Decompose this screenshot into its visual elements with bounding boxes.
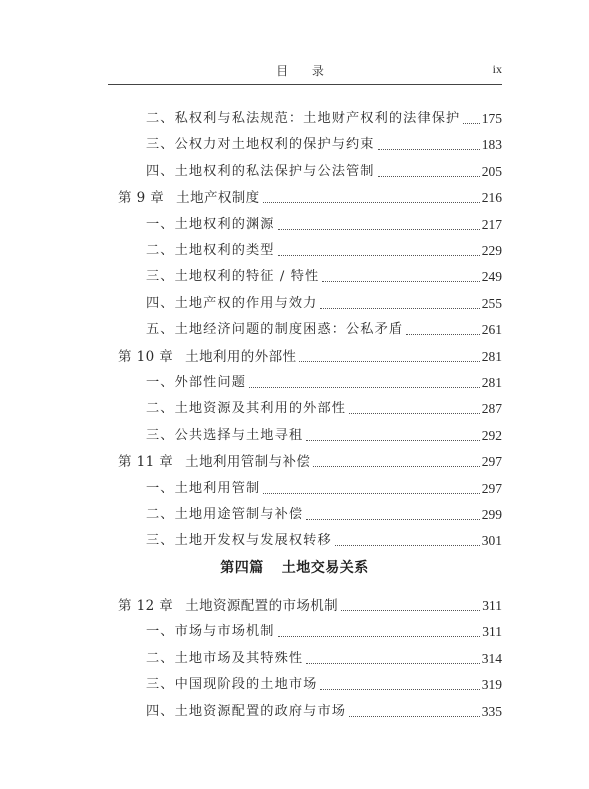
page-number: 183: [481, 137, 502, 153]
toc-section-entry: [146, 426, 502, 446]
section-title: 四、土地权利的私法保护与公法管制: [146, 163, 375, 179]
part-title: 土地交易关系: [281, 560, 369, 576]
section-title: 三、土地权利的特征 / 特性: [146, 269, 320, 285]
page-number: 281: [481, 348, 502, 364]
page-number: 287: [481, 401, 502, 417]
dot-leader: [378, 149, 480, 150]
dot-leader: [278, 636, 481, 637]
dot-leader: [349, 716, 480, 717]
dot-leader: [306, 519, 480, 520]
toc-section-entry: [146, 505, 502, 525]
header-title: 目 录: [276, 64, 334, 78]
page-number: 311: [482, 598, 502, 613]
section-title: 五、土地经济问题的制度困惑：公私矛盾: [146, 322, 404, 338]
section-title: 一、土地权利的渊源: [146, 216, 275, 232]
page-number: 335: [481, 703, 502, 719]
dot-leader: [406, 334, 480, 335]
dot-leader: [349, 413, 480, 414]
toc-section-entry: [146, 320, 502, 340]
page-number: 261: [481, 322, 502, 338]
dot-leader: [341, 610, 480, 611]
dot-leader: [335, 545, 480, 546]
toc-section-entry: [146, 399, 502, 419]
section-title: 三、公权力对土地权利的保护与约束: [146, 137, 375, 153]
dot-leader: [299, 361, 479, 362]
dot-leader: [278, 255, 480, 256]
toc-section-entry: [146, 215, 502, 235]
toc-section-entry: [146, 135, 502, 155]
toc-section-entry: [146, 675, 502, 695]
toc-section-entry: [146, 622, 502, 642]
dot-leader: [249, 387, 480, 388]
toc-section-entry: [146, 373, 502, 393]
chapter-number: 第 12 章: [118, 598, 174, 614]
page-number: 299: [481, 507, 502, 522]
toc-section-entry: [146, 479, 502, 499]
part-heading: [0, 557, 589, 577]
section-title: 一、外部性问题: [146, 375, 247, 390]
chapter-number: 第 10 章: [118, 348, 174, 365]
section-title: 二、私权利与私法规范：土地财产权利的法律保护: [146, 111, 461, 126]
dot-leader: [378, 176, 480, 177]
section-title: 二、土地资源及其利用的外部性: [146, 401, 347, 417]
toc-section-entry: [146, 241, 502, 261]
section-title: 四、土地资源配置的政府与市场: [146, 703, 347, 719]
chapter-title: 土地产权制度: [176, 190, 260, 207]
chapter-title: 土地利用管制与补偿: [185, 454, 311, 471]
chapter-number: 第 11 章: [118, 454, 174, 471]
toc-section-entry: [146, 162, 502, 182]
chapter-title: 土地资源配置的市场机制: [185, 598, 339, 614]
dot-leader: [313, 466, 479, 467]
dot-leader: [306, 663, 480, 664]
dot-leader: [263, 493, 479, 494]
page-number: 297: [481, 454, 502, 470]
page-number: 217: [481, 216, 502, 232]
section-title: 三、土地开发权与发展权转移: [146, 533, 332, 549]
toc-section-entry: [146, 649, 502, 669]
page-number: 205: [481, 163, 502, 179]
dot-leader: [278, 229, 480, 230]
section-title: 三、中国现阶段的土地市场: [146, 677, 318, 693]
page-number: 255: [481, 295, 502, 311]
part-number: 第四篇: [220, 560, 264, 576]
dot-leader: [463, 123, 479, 124]
section-title: 一、市场与市场机制: [146, 624, 275, 640]
page-number: 292: [481, 427, 502, 443]
dot-leader: [320, 308, 479, 309]
toc-section-entry: [146, 294, 502, 314]
toc-chapter-entry: [118, 188, 502, 208]
page-number: 249: [481, 269, 502, 285]
toc-section-entry: [146, 267, 502, 287]
toc-chapter-entry: [118, 347, 502, 367]
page-number: 229: [481, 243, 502, 258]
page-number: 301: [481, 533, 502, 549]
section-title: 一、土地利用管制: [146, 480, 261, 496]
page-number: 311: [482, 624, 502, 640]
section-title: 二、土地权利的类型: [146, 243, 275, 258]
toc-section-entry: [146, 109, 502, 129]
dot-leader: [306, 440, 480, 441]
toc-section-entry: [146, 702, 502, 722]
page-number: 314: [481, 650, 502, 666]
page-number: 281: [481, 375, 502, 390]
toc-chapter-entry: [118, 596, 502, 616]
header-page-number: ix: [492, 62, 502, 76]
toc-chapter-entry: [118, 452, 502, 472]
chapter-title: 土地利用的外部性: [185, 348, 297, 365]
toc-section-entry: [146, 531, 502, 551]
page-number: 216: [481, 190, 502, 206]
section-title: 二、土地用途管制与补偿: [146, 507, 304, 522]
dot-leader: [322, 281, 479, 282]
dot-leader: [320, 689, 479, 690]
dot-leader: [263, 202, 480, 203]
chapter-number: 第 9 章: [118, 190, 165, 207]
section-title: 三、公共选择与土地寻租: [146, 427, 304, 443]
section-title: 二、土地市场及其特殊性: [146, 650, 304, 666]
page-number: 297: [481, 480, 502, 496]
page-number: 175: [481, 111, 502, 126]
section-title: 四、土地产权的作用与效力: [146, 295, 318, 311]
page-number: 319: [481, 677, 502, 693]
